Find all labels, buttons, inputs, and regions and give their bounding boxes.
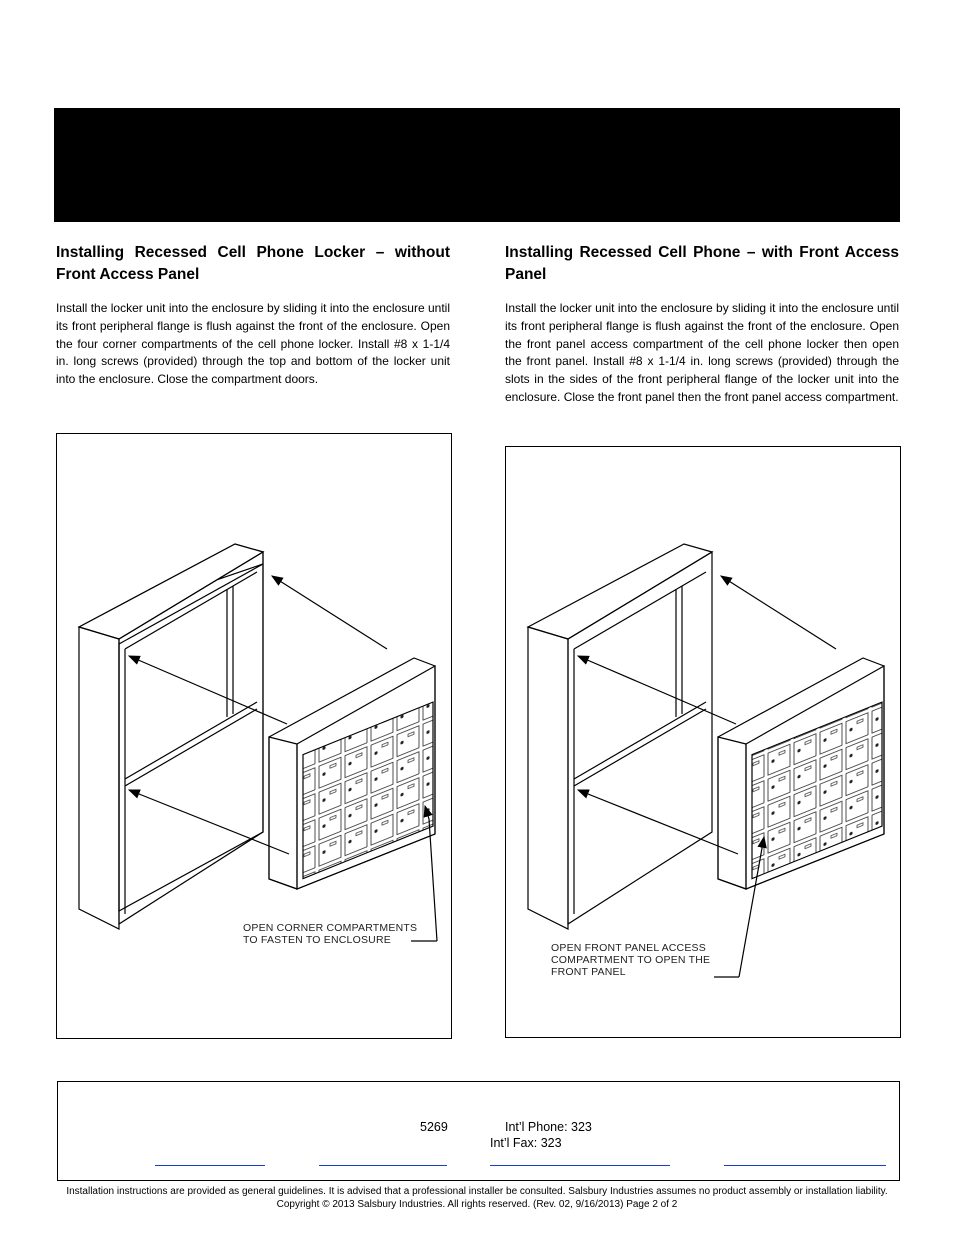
contact-number: 5269 xyxy=(420,1120,448,1134)
footer xyxy=(40,1186,914,1211)
section-body: Install the locker unit into the enclosure by sliding it into the enclosure until its front peripheral flange is flush against the front of the enclosure. Open the four corner compartments of the cell phone locker. Install #8 x 1-1/4 in. long screws (provided) through the top and bottom of the locker unit into the enclosure. Close the compartment doors. xyxy=(56,301,450,387)
section-body: Install the locker unit into the enclosure by sliding it into the enclosure until its front peripheral flange is flush against the front of the enclosure. Open the front panel access compartment of the cell phone locker then open the front panel. Install #8 x 1-1/4 in. long screws (provided) through the slots in the sides of the front peripheral flange of the locker unit into the enclosure. Close the front panel then the front panel access compartment. xyxy=(505,301,899,404)
link-underline[interactable] xyxy=(155,1165,265,1166)
callout-text xyxy=(551,942,710,978)
section-heading: Installing Recessed Cell Phone Locker – without Front Access Panel xyxy=(56,244,450,283)
section-with-panel xyxy=(505,242,899,407)
contact-box xyxy=(57,1081,900,1181)
section-heading: Installing Recessed Cell Phone – with Front Access Panel xyxy=(505,244,899,283)
callout-line: OPEN CORNER COMPARTMENTS xyxy=(243,922,418,934)
contact-fax: Int’l Fax: 323 xyxy=(490,1136,562,1150)
figure-with-panel xyxy=(505,446,901,1038)
callout-line: TO FASTEN TO ENCLOSURE xyxy=(243,934,391,946)
link-underline[interactable] xyxy=(319,1165,447,1166)
callout-line: OPEN FRONT PANEL ACCESS xyxy=(551,942,706,954)
disclaimer-text: Installation instructions are provided as general guidelines. It is advised that a professional installer be consulted. Salsbury Industries assumes no product assembly or installation liability. xyxy=(66,1186,888,1197)
figure-without-panel xyxy=(56,433,452,1039)
header-banner xyxy=(54,108,900,222)
callout-line: FRONT PANEL xyxy=(551,966,626,978)
contact-phone: Int’l Phone: 323 xyxy=(505,1120,592,1134)
callout-line: COMPARTMENT TO OPEN THE xyxy=(551,954,711,966)
copyright-text: Copyright © 2013 Salsbury Industries. All rights reserved. (Rev. 02, 9/16/2013) Page 2 of 2 xyxy=(276,1198,678,1210)
callout-text xyxy=(243,922,417,946)
enclosure-drawing-left xyxy=(57,434,451,1038)
section-without-panel xyxy=(56,242,450,389)
link-underline[interactable] xyxy=(724,1165,886,1166)
link-underline[interactable] xyxy=(490,1165,670,1166)
